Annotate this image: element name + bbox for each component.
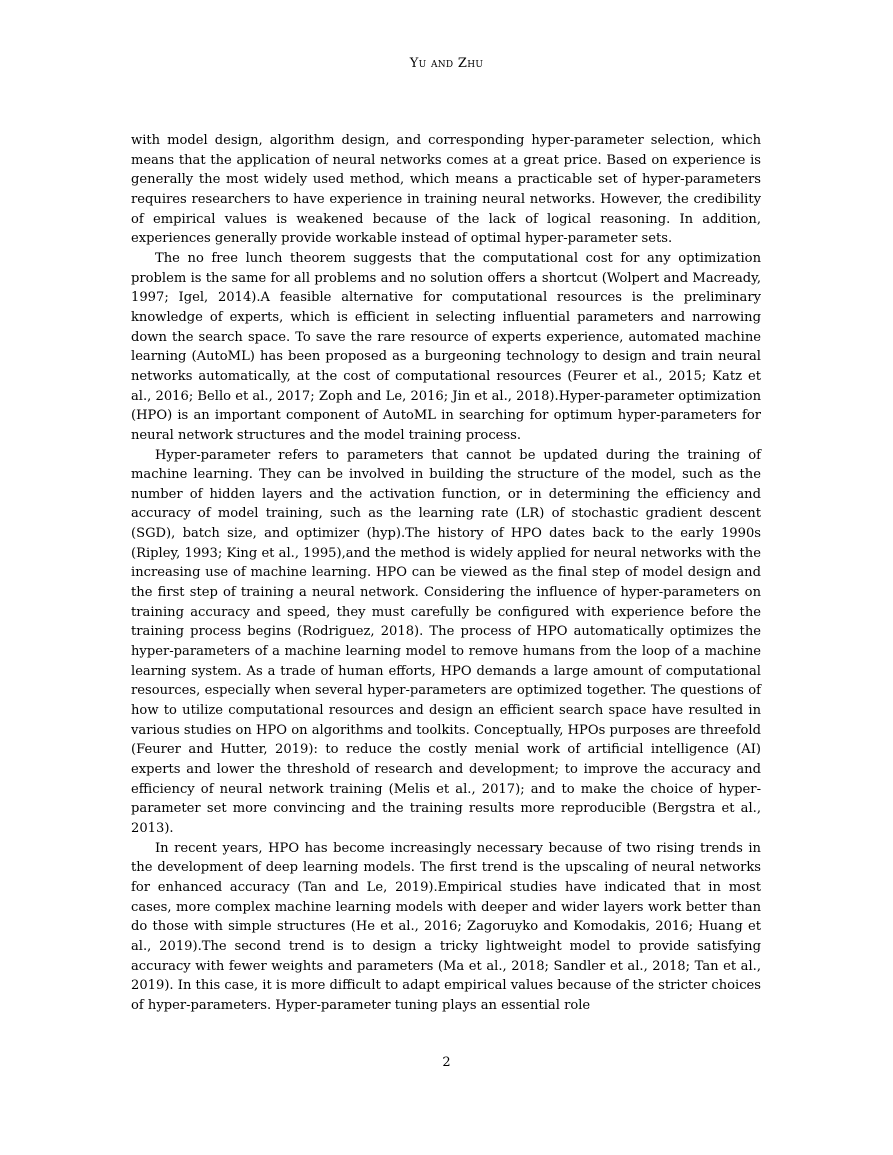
body-text [131,131,761,1016]
running-head: Yu and Zhu [409,56,484,71]
paragraph-1: with model design, algorithm design, and corresponding hyper-parameter selection, which means that the application of neural networks comes at a great price. Based on experience is generally the most widely used method, which means a practicable set of hyper-parameters requires researchers to have experience in training neural networks. However, the credibility of empirical values is weakened because of the lack of logical reasoning. In addition, experiences generally provide workable instead of optimal hyper-parameter sets. [131,133,761,247]
paragraph-4: In recent years, HPO has become increasingly necessary because of two rising trends in the development of deep learning models. The first trend is the upscaling of neural networks for enhanced accuracy (Tan and Le, 2019).Empirical studies have indicated that in most cases, more complex machine learning models with deeper and wider layers work better than do those with simple structures (He et al., 2016; Zagoruyko and Komodakis, 2016; Huang et al., 2019).The second trend is to design a tricky lightweight model to provide satisfying accuracy with fewer weights and parameters (Ma et al., 2018; Sandler et al., 2018; Tan et al., 2019). In this case, it is more difficult to adapt empirical values because of the stricter choices of hyper-parameters. Hyper-parameter tuning plays an essential role [131,840,761,1013]
page-number: 2 [442,1055,451,1070]
paragraph-2: The no free lunch theorem suggests that the computational cost for any optimization problem is the same for all problems and no solution offers a shortcut (Wolpert and Macready, 1997; Igel, 2014).A feasible alternative for computational resources is the preliminary knowledge of experts, which is efficient in selecting influential parameters and narrowing down the search space. To save the rare resource of experts experience, automated machine learning (AutoML) has been proposed as a burgeoning technology to design and train neural networks automatically, at the cost of computational resources (Feurer et al., 2015; Katz et al., 2016; Bello et al., 2017; Zoph and Le, 2016; Jin et al., 2018).Hyper-parameter optimization (HPO) is an important component of AutoML in searching for optimum hyper-parameters for neural network structures and the model training process. [131,250,761,443]
paragraph-3: Hyper-parameter refers to parameters that cannot be updated during the training of machine learning. They can be involved in building the structure of the model, such as the number of hidden layers and the activation function, or in determining the efficiency and accuracy of model training, such as the learning rate (LR) of stochastic gradient descent (SGD), batch size, and optimizer (hyp).The history of HPO dates back to the early 1990s (Ripley, 1993; King et al., 1995),and the method is widely applied for neural networks with the increasing use of machine learning. HPO can be viewed as the final step of model design and the first step of training a neural network. Considering the influence of hyper-parameters on training accuracy and speed, they must carefully be configured with experience before the training process begins (Rodriguez, 2018). The process of HPO automatically optimizes the hyper-parameters of a machine learning model to remove humans from the loop of a machine learning system. As a trade of human efforts, HPO demands a large amount of computational resources, especially when several hyper-parameters are optimized together. The questions of how to utilize computational resources and design an efficient search space have resulted in various studies on HPO on algorithms and toolkits. Conceptually, HPOs purposes are threefold (Feurer and Hutter, 2019): to reduce the costly menial work of artificial intelligence (AI) experts and lower the threshold of research and development; to improve the accuracy and efficiency of neural network training (Melis et al., 2017); and to make the choice of hyper-parameter set more convincing and the training results more reproducible (Bergstra et al., 2013). [131,447,761,836]
